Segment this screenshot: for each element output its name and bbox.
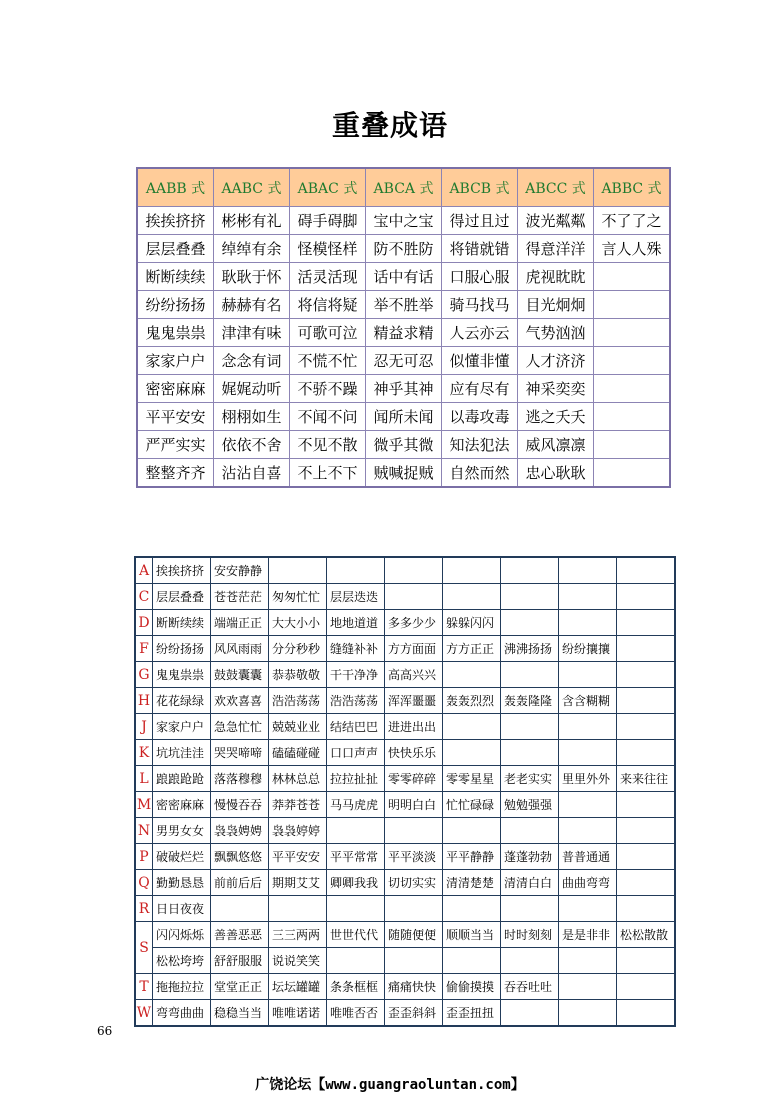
idiom-cell: 层层叠叠 <box>153 584 211 610</box>
letter-cell: K <box>135 740 153 766</box>
idiom-cell: 栩栩如生 <box>214 403 290 431</box>
table-row <box>135 636 675 662</box>
header-cell: AABC 式 <box>214 168 290 207</box>
idiom-cell <box>327 896 385 922</box>
idiom-cell: 浩浩荡荡 <box>269 688 327 714</box>
table-row <box>135 974 675 1000</box>
idiom-cell: 骑马找马 <box>442 291 518 319</box>
table-row <box>135 1000 675 1027</box>
header-cell: ABBC 式 <box>594 168 671 207</box>
idiom-cell: 口服心服 <box>442 263 518 291</box>
idiom-cell: 家家户户 <box>137 347 214 375</box>
idiom-cell <box>617 714 676 740</box>
idiom-cell <box>501 818 559 844</box>
idiom-cell: 不慌不忙 <box>290 347 366 375</box>
idiom-cell: 欢欢喜喜 <box>211 688 269 714</box>
idiom-cell <box>559 948 617 974</box>
idiom-cell: 普普通通 <box>559 844 617 870</box>
idiom-cell: 坑坑洼洼 <box>153 740 211 766</box>
idiom-cell <box>594 291 671 319</box>
idiom-cell: 赫赫有名 <box>214 291 290 319</box>
footer-url[interactable]: www.guangraoluntan.com <box>325 1077 511 1093</box>
idiom-cell: 舒舒服服 <box>211 948 269 974</box>
idiom-cell: 拉拉扯扯 <box>327 766 385 792</box>
idiom-cell: 怪模怪样 <box>290 235 366 263</box>
idiom-cell: 得过且过 <box>442 207 518 235</box>
idiom-cell: 堂堂正正 <box>211 974 269 1000</box>
idiom-cell: 随随便便 <box>385 922 443 948</box>
idiom-cell: 拖拖拉拉 <box>153 974 211 1000</box>
idiom-cell: 举不胜举 <box>366 291 442 319</box>
idiom-cell <box>443 740 501 766</box>
table-row <box>135 766 675 792</box>
idiom-cell <box>211 896 269 922</box>
idiom-cell <box>385 557 443 584</box>
idiom-cell: 可歌可泣 <box>290 319 366 347</box>
idiom-cell: 微乎其微 <box>366 431 442 459</box>
idiom-cell <box>617 740 676 766</box>
idiom-cell: 平平安安 <box>137 403 214 431</box>
idiom-cell: 自然而然 <box>442 459 518 488</box>
idiom-cell <box>385 896 443 922</box>
idiom-cell: 鼓鼓囊囊 <box>211 662 269 688</box>
idiom-cell: 来来往往 <box>617 766 676 792</box>
idiom-cell: 兢兢业业 <box>269 714 327 740</box>
idiom-cell: 哭哭啼啼 <box>211 740 269 766</box>
idiom-cell <box>617 844 676 870</box>
idiom-cell <box>617 948 676 974</box>
idiom-cell <box>385 948 443 974</box>
letter-cell: F <box>135 636 153 662</box>
idiom-cell: 密密麻麻 <box>153 792 211 818</box>
idiom-cell: 忍无可忍 <box>366 347 442 375</box>
idiom-cell: 快快乐乐 <box>385 740 443 766</box>
idiom-cell: 浑浑噩噩 <box>385 688 443 714</box>
idiom-cell: 鬼鬼祟祟 <box>137 319 214 347</box>
idiom-cell: 卿卿我我 <box>327 870 385 896</box>
idiom-cell: 风风雨雨 <box>211 636 269 662</box>
idiom-cell: 似懂非懂 <box>442 347 518 375</box>
idiom-cell: 浩浩荡荡 <box>327 688 385 714</box>
table-row <box>135 584 675 610</box>
idiom-cell: 稳稳当当 <box>211 1000 269 1027</box>
idiom-cell <box>594 263 671 291</box>
letter-cell: A <box>135 557 153 584</box>
idiom-cell: 躲躲闪闪 <box>443 610 501 636</box>
idiom-cell <box>443 714 501 740</box>
idiom-pattern-table <box>136 167 671 488</box>
idiom-cell: 林林总总 <box>269 766 327 792</box>
idiom-cell: 顺顺当当 <box>443 922 501 948</box>
idiom-cell: 知法犯法 <box>442 431 518 459</box>
idiom-cell: 整整齐齐 <box>137 459 214 488</box>
idiom-cell: 轰轰隆隆 <box>501 688 559 714</box>
idiom-cell: 缝缝补补 <box>327 636 385 662</box>
idiom-cell <box>617 896 676 922</box>
idiom-cell: 纷纷攘攘 <box>559 636 617 662</box>
idiom-cell: 碍手碍脚 <box>290 207 366 235</box>
idiom-cell: 期期艾艾 <box>269 870 327 896</box>
idiom-cell <box>559 818 617 844</box>
idiom-cell <box>559 662 617 688</box>
idiom-cell <box>501 714 559 740</box>
idiom-cell: 津津有味 <box>214 319 290 347</box>
idiom-cell <box>617 1000 676 1027</box>
letter-cell: Q <box>135 870 153 896</box>
idiom-cell: 念念有词 <box>214 347 290 375</box>
footer-site: 广饶论坛【 <box>255 1077 326 1093</box>
idiom-cell: 踉踉跄跄 <box>153 766 211 792</box>
table-row <box>135 792 675 818</box>
idiom-cell: 歪歪扭扭 <box>443 1000 501 1027</box>
idiom-cell: 不上不下 <box>290 459 366 488</box>
idiom-cell: 目光炯炯 <box>518 291 594 319</box>
idiom-cell: 方方正正 <box>443 636 501 662</box>
idiom-cell: 地地道道 <box>327 610 385 636</box>
idiom-cell: 安安静静 <box>211 557 269 584</box>
table-row <box>135 818 675 844</box>
idiom-cell: 不见不散 <box>290 431 366 459</box>
idiom-cell: 闪闪烁烁 <box>153 922 211 948</box>
table-row <box>135 948 675 974</box>
idiom-cell: 端端正正 <box>211 610 269 636</box>
idiom-cell: 贼喊捉贼 <box>366 459 442 488</box>
idiom-cell: 波光粼粼 <box>518 207 594 235</box>
idiom-cell: 平平静静 <box>443 844 501 870</box>
idiom-cell: 口口声声 <box>327 740 385 766</box>
idiom-cell: 高高兴兴 <box>385 662 443 688</box>
idiom-cell <box>385 584 443 610</box>
idiom-cell: 吞吞吐吐 <box>501 974 559 1000</box>
footer-close: 】 <box>510 1077 525 1093</box>
idiom-cell <box>443 584 501 610</box>
idiom-cell: 勤勤恳恳 <box>153 870 211 896</box>
idiom-cell: 大大小小 <box>269 610 327 636</box>
idiom-cell: 严严实实 <box>137 431 214 459</box>
idiom-cell <box>617 584 676 610</box>
idiom-cell <box>501 948 559 974</box>
table-row <box>135 740 675 766</box>
header-cell: AABB 式 <box>137 168 214 207</box>
page-title: 重叠成语 <box>331 109 448 142</box>
table-header-row <box>137 168 670 207</box>
idiom-cell: 老老实实 <box>501 766 559 792</box>
idiom-cell <box>501 584 559 610</box>
idiom-cell: 以毒攻毒 <box>442 403 518 431</box>
table-row <box>135 896 675 922</box>
idiom-cell <box>501 896 559 922</box>
idiom-cell: 苍苍茫茫 <box>211 584 269 610</box>
idiom-cell: 绰绰有余 <box>214 235 290 263</box>
idiom-cell: 气势汹汹 <box>518 319 594 347</box>
idiom-cell <box>385 818 443 844</box>
idiom-cell: 虎视眈眈 <box>518 263 594 291</box>
idiom-cell <box>617 688 676 714</box>
idiom-cell: 断断续续 <box>137 263 214 291</box>
idiom-cell <box>501 610 559 636</box>
idiom-cell: 曲曲弯弯 <box>559 870 617 896</box>
idiom-cell <box>559 1000 617 1027</box>
idiom-cell: 说说笑笑 <box>269 948 327 974</box>
idiom-cell <box>443 818 501 844</box>
idiom-cell: 将错就错 <box>442 235 518 263</box>
idiom-cell: 活灵活现 <box>290 263 366 291</box>
idiom-cell: 善善恶恶 <box>211 922 269 948</box>
table-row <box>137 319 670 347</box>
idiom-cell <box>617 636 676 662</box>
idiom-cell: 慢慢吞吞 <box>211 792 269 818</box>
idiom-cell: 宝中之宝 <box>366 207 442 235</box>
idiom-cell: 言人人殊 <box>594 235 671 263</box>
idiom-cell: 破破烂烂 <box>153 844 211 870</box>
idiom-cell <box>559 974 617 1000</box>
table-row <box>137 347 670 375</box>
letter-cell: J <box>135 714 153 740</box>
header-cell: ABCC 式 <box>518 168 594 207</box>
idiom-cell: 歪歪斜斜 <box>385 1000 443 1027</box>
idiom-cell: 平平淡淡 <box>385 844 443 870</box>
letter-cell: P <box>135 844 153 870</box>
idiom-cell: 人云亦云 <box>442 319 518 347</box>
idiom-cell <box>501 557 559 584</box>
idiom-cell: 忙忙碌碌 <box>443 792 501 818</box>
idiom-cell: 闻所未闻 <box>366 403 442 431</box>
idiom-cell: 零零星星 <box>443 766 501 792</box>
idiom-cell: 纷纷扬扬 <box>153 636 211 662</box>
idiom-cell: 神采奕奕 <box>518 375 594 403</box>
table-row <box>135 610 675 636</box>
header-cell: ABAC 式 <box>290 168 366 207</box>
idiom-cell: 世世代代 <box>327 922 385 948</box>
idiom-cell <box>559 714 617 740</box>
idiom-cell: 马马虎虎 <box>327 792 385 818</box>
letter-cell: N <box>135 818 153 844</box>
idiom-cell: 莽莽苍苍 <box>269 792 327 818</box>
idiom-cell: 方方面面 <box>385 636 443 662</box>
idiom-cell: 威风凛凛 <box>518 431 594 459</box>
idiom-cell: 清清楚楚 <box>443 870 501 896</box>
idiom-cell: 耿耿于怀 <box>214 263 290 291</box>
idiom-cell <box>617 557 676 584</box>
idiom-alphabetical-table <box>134 556 676 1027</box>
page-number: 66 <box>97 1024 113 1038</box>
table-row <box>137 431 670 459</box>
table-row <box>137 263 670 291</box>
footer <box>0 1074 780 1094</box>
idiom-cell: 层层叠叠 <box>137 235 214 263</box>
idiom-cell <box>559 792 617 818</box>
idiom-cell: 花花绿绿 <box>153 688 211 714</box>
idiom-cell: 时时刻刻 <box>501 922 559 948</box>
letter-cell: T <box>135 974 153 1000</box>
idiom-cell: 不骄不躁 <box>290 375 366 403</box>
idiom-cell: 精益求精 <box>366 319 442 347</box>
idiom-cell: 平平常常 <box>327 844 385 870</box>
idiom-cell: 层层迭迭 <box>327 584 385 610</box>
letter-cell: M <box>135 792 153 818</box>
idiom-cell: 挨挨挤挤 <box>137 207 214 235</box>
idiom-cell <box>594 319 671 347</box>
idiom-cell: 松松垮垮 <box>153 948 211 974</box>
idiom-cell: 应有尽有 <box>442 375 518 403</box>
idiom-cell: 三三两两 <box>269 922 327 948</box>
idiom-cell: 彬彬有礼 <box>214 207 290 235</box>
idiom-cell: 日日夜夜 <box>153 896 211 922</box>
idiom-cell: 进进出出 <box>385 714 443 740</box>
idiom-cell: 恭恭敬敬 <box>269 662 327 688</box>
idiom-cell <box>269 896 327 922</box>
header-cell: ABCB 式 <box>442 168 518 207</box>
idiom-cell: 依依不舍 <box>214 431 290 459</box>
idiom-cell: 匆匆忙忙 <box>269 584 327 610</box>
table-row <box>135 922 675 948</box>
idiom-cell: 里里外外 <box>559 766 617 792</box>
idiom-cell: 条条框框 <box>327 974 385 1000</box>
idiom-cell: 磕磕碰碰 <box>269 740 327 766</box>
idiom-cell: 逃之夭夭 <box>518 403 594 431</box>
letter-cell: S <box>135 922 153 974</box>
table-row <box>137 291 670 319</box>
idiom-cell <box>594 403 671 431</box>
idiom-cell: 将信将疑 <box>290 291 366 319</box>
idiom-cell: 鬼鬼祟祟 <box>153 662 211 688</box>
idiom-cell: 平平安安 <box>269 844 327 870</box>
idiom-cell: 沸沸扬扬 <box>501 636 559 662</box>
idiom-cell: 偷偷摸摸 <box>443 974 501 1000</box>
idiom-cell: 含含糊糊 <box>559 688 617 714</box>
idiom-cell: 唯唯诺诺 <box>269 1000 327 1027</box>
letter-cell: L <box>135 766 153 792</box>
idiom-cell: 前前后后 <box>211 870 269 896</box>
idiom-cell <box>327 818 385 844</box>
table-row <box>135 557 675 584</box>
idiom-cell: 断断续续 <box>153 610 211 636</box>
idiom-cell: 急急忙忙 <box>211 714 269 740</box>
idiom-cell: 痛痛快快 <box>385 974 443 1000</box>
idiom-cell <box>559 610 617 636</box>
idiom-cell: 男男女女 <box>153 818 211 844</box>
idiom-cell: 零零碎碎 <box>385 766 443 792</box>
letter-cell: C <box>135 584 153 610</box>
idiom-cell: 分分秒秒 <box>269 636 327 662</box>
idiom-cell: 唯唯否否 <box>327 1000 385 1027</box>
table-row <box>135 662 675 688</box>
idiom-cell: 防不胜防 <box>366 235 442 263</box>
idiom-cell: 话中有话 <box>366 263 442 291</box>
idiom-cell <box>617 818 676 844</box>
idiom-cell: 切切实实 <box>385 870 443 896</box>
idiom-cell <box>501 1000 559 1027</box>
table-row <box>135 688 675 714</box>
idiom-cell <box>617 662 676 688</box>
idiom-cell: 得意洋洋 <box>518 235 594 263</box>
letter-cell: W <box>135 1000 153 1027</box>
idiom-cell: 勉勉强强 <box>501 792 559 818</box>
idiom-cell <box>327 948 385 974</box>
idiom-cell: 坛坛罐罐 <box>269 974 327 1000</box>
table-row <box>135 844 675 870</box>
idiom-cell: 娓娓动听 <box>214 375 290 403</box>
letter-cell: D <box>135 610 153 636</box>
idiom-cell <box>594 431 671 459</box>
idiom-cell <box>269 557 327 584</box>
letter-cell: G <box>135 662 153 688</box>
idiom-cell <box>559 896 617 922</box>
idiom-cell: 不闻不问 <box>290 403 366 431</box>
idiom-cell: 明明白白 <box>385 792 443 818</box>
letter-cell: H <box>135 688 153 714</box>
idiom-cell: 轰轰烈烈 <box>443 688 501 714</box>
idiom-cell: 沾沾自喜 <box>214 459 290 488</box>
table-row <box>137 375 670 403</box>
table-row <box>137 459 670 488</box>
idiom-cell: 松松散散 <box>617 922 676 948</box>
idiom-cell <box>559 584 617 610</box>
idiom-cell: 飘飘悠悠 <box>211 844 269 870</box>
idiom-cell <box>443 662 501 688</box>
idiom-cell <box>501 740 559 766</box>
idiom-cell <box>327 557 385 584</box>
letter-cell: R <box>135 896 153 922</box>
idiom-cell <box>617 974 676 1000</box>
idiom-cell <box>594 347 671 375</box>
table-row <box>137 207 670 235</box>
idiom-cell: 神乎其神 <box>366 375 442 403</box>
idiom-cell: 挨挨挤挤 <box>153 557 211 584</box>
idiom-cell: 家家户户 <box>153 714 211 740</box>
idiom-cell: 结结巴巴 <box>327 714 385 740</box>
table-row <box>137 403 670 431</box>
idiom-cell: 袅袅婷婷 <box>269 818 327 844</box>
idiom-cell: 弯弯曲曲 <box>153 1000 211 1027</box>
idiom-cell: 不了了之 <box>594 207 671 235</box>
idiom-cell: 密密麻麻 <box>137 375 214 403</box>
idiom-cell <box>443 557 501 584</box>
idiom-cell: 多多少少 <box>385 610 443 636</box>
idiom-cell <box>617 610 676 636</box>
idiom-cell <box>617 792 676 818</box>
idiom-cell: 清清白白 <box>501 870 559 896</box>
idiom-cell <box>559 740 617 766</box>
idiom-cell: 人才济济 <box>518 347 594 375</box>
idiom-cell <box>443 948 501 974</box>
table-row <box>135 870 675 896</box>
idiom-cell: 落落穆穆 <box>211 766 269 792</box>
idiom-cell <box>501 662 559 688</box>
idiom-cell <box>594 459 671 488</box>
table-row <box>137 235 670 263</box>
idiom-cell: 蓬蓬勃勃 <box>501 844 559 870</box>
idiom-cell <box>559 557 617 584</box>
idiom-cell <box>594 375 671 403</box>
header-cell: ABCA 式 <box>366 168 442 207</box>
idiom-cell: 是是非非 <box>559 922 617 948</box>
table-row <box>135 714 675 740</box>
idiom-cell: 干干净净 <box>327 662 385 688</box>
idiom-cell <box>443 896 501 922</box>
idiom-cell: 忠心耿耿 <box>518 459 594 488</box>
idiom-cell: 纷纷扬扬 <box>137 291 214 319</box>
idiom-cell: 袅袅娉娉 <box>211 818 269 844</box>
idiom-cell <box>617 870 676 896</box>
